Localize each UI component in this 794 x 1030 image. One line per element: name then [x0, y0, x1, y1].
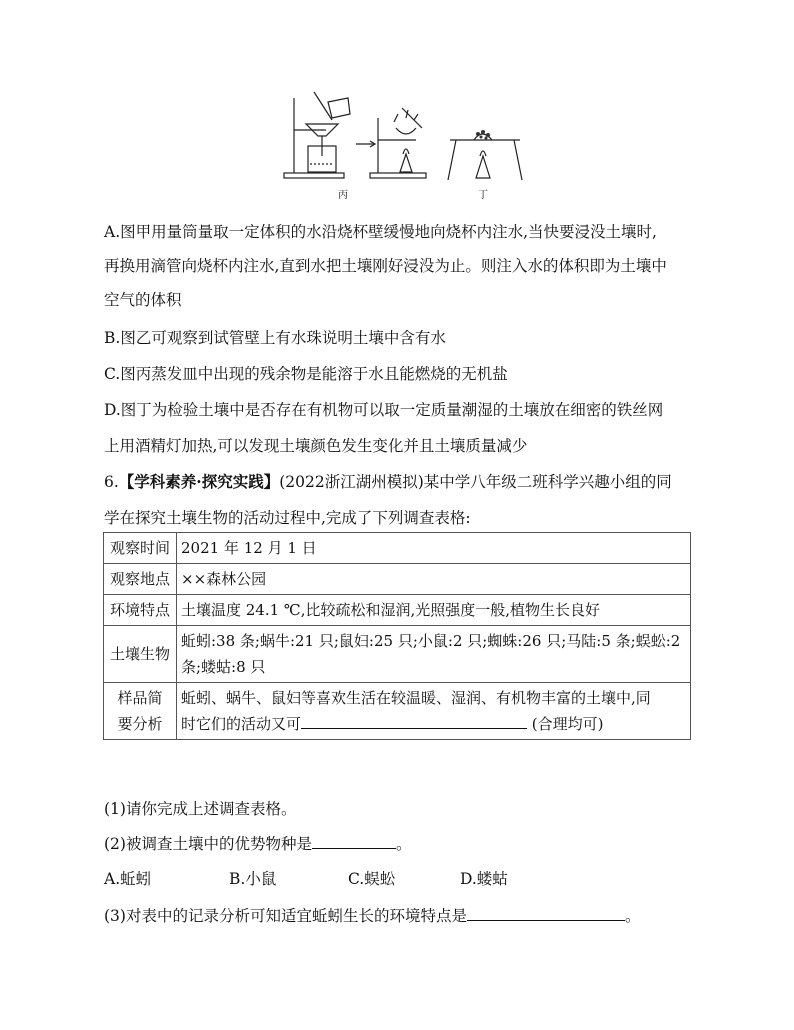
option-a-line-3: 空气的体积: [104, 291, 182, 309]
table-value-line-2: 条;蝼蛄:8 只: [181, 658, 266, 676]
table-row: [104, 595, 691, 626]
answer-blank[interactable]: [467, 904, 625, 921]
table-row: [104, 626, 691, 683]
sub-question-3-end: 。: [624, 907, 641, 925]
option-d-line-2: 上用酒精灯加热,可以发现土壤颜色发生变化并且土壤质量减少: [104, 437, 528, 455]
figure-label-ding: 丁: [478, 190, 488, 201]
answer-blank[interactable]: [301, 712, 527, 729]
table-row: [104, 533, 691, 564]
sub-question-3: [104, 904, 640, 926]
table-header-line-1: 样品简: [117, 689, 163, 707]
table-value-cell: 2021 年 12 月 1 日: [177, 533, 691, 564]
survey-table: [103, 532, 691, 740]
table-value-cell: [177, 683, 691, 740]
question-number: 6.: [104, 473, 119, 491]
option-c: C.图丙蒸发皿中出现的残余物是能溶于水且能燃烧的无机盐: [104, 365, 508, 383]
table-value-line-1: 蚯蚓、蜗牛、鼠妇等喜欢生活在较温暖、湿润、有机物丰富的土壤中,同: [181, 689, 651, 707]
table-header-cell: 观察时间: [104, 533, 177, 564]
choice-row: [104, 867, 584, 889]
sub-question-1: (1)请你完成上述调查表格。: [104, 800, 297, 818]
table-value-suffix: (合理均可): [531, 715, 604, 733]
table-header-cell: 环境特点: [104, 595, 177, 626]
apparatus-drawing: [270, 88, 530, 203]
question-6-line-2: 学在探究土壤生物的活动过程中,完成了下列调查表格:: [104, 509, 471, 527]
option-d-line-1: D.图丁为检验土壤中是否存在有机物可以取一定质量潮湿的土壤放在细密的铁丝网: [104, 401, 664, 419]
question-6-line-1: [104, 470, 672, 492]
option-a-line-1: A.图甲用量筒量取一定体积的水沿烧杯壁缓慢地向烧杯内注水,当快要浸没土壤时,: [104, 223, 657, 241]
table-header-line-2: 要分析: [117, 715, 163, 733]
choice-b[interactable]: B.小鼠: [229, 870, 277, 888]
table-header-cell: [104, 683, 177, 740]
table-value-cell: [177, 626, 691, 683]
choice-d[interactable]: D.蝼蛄: [460, 870, 508, 888]
sub-question-2-text: (2)被调查土壤中的优势物种是: [104, 835, 312, 853]
table-header-cell: 观察地点: [104, 564, 177, 595]
table-value-line-2: [181, 711, 686, 737]
table-value-cell: 土壤温度 24.1 ℃,比较疏松和湿润,光照强度一般,植物生长良好: [177, 595, 691, 626]
question-tag: 【学科素养·探究实践】: [118, 472, 280, 491]
answer-blank[interactable]: [312, 832, 396, 849]
figure-label-bing: 丙: [338, 190, 348, 201]
choice-c[interactable]: C.蜈蚣: [348, 870, 396, 888]
table-value-prefix: 时它们的活动又可: [181, 715, 302, 733]
table-row: [104, 564, 691, 595]
option-a-line-2: 再换用滴管向烧杯内注水,直到水把土壤刚好浸没为止。则注入水的体积即为土壤中: [104, 257, 667, 275]
sub-question-2-end: 。: [395, 835, 412, 853]
table-value-line-1: 蚯蚓:38 条;蜗牛:21 只;鼠妇:25 只;小鼠:2 只;蜘蛛:26 只;马陆:5 条;蜈蚣:2: [181, 632, 681, 650]
option-b: B.图乙可观察到试管壁上有水珠说明土壤中含有水: [104, 329, 446, 347]
sub-question-2: [104, 832, 411, 854]
sub-question-3-text: (3)对表中的记录分析可知适宜蚯蚓生长的环境特点是: [104, 907, 467, 925]
choice-a[interactable]: A.蚯蚓: [104, 870, 152, 888]
question-stem: (2022浙江湖州模拟)某中学八年级二班科学兴趣小组的同: [279, 473, 672, 491]
table-value-cell: ××森林公园: [177, 564, 691, 595]
table-header-cell: 土壤生物: [104, 626, 177, 683]
table-row: [104, 683, 691, 740]
experiment-figure: [270, 88, 530, 203]
